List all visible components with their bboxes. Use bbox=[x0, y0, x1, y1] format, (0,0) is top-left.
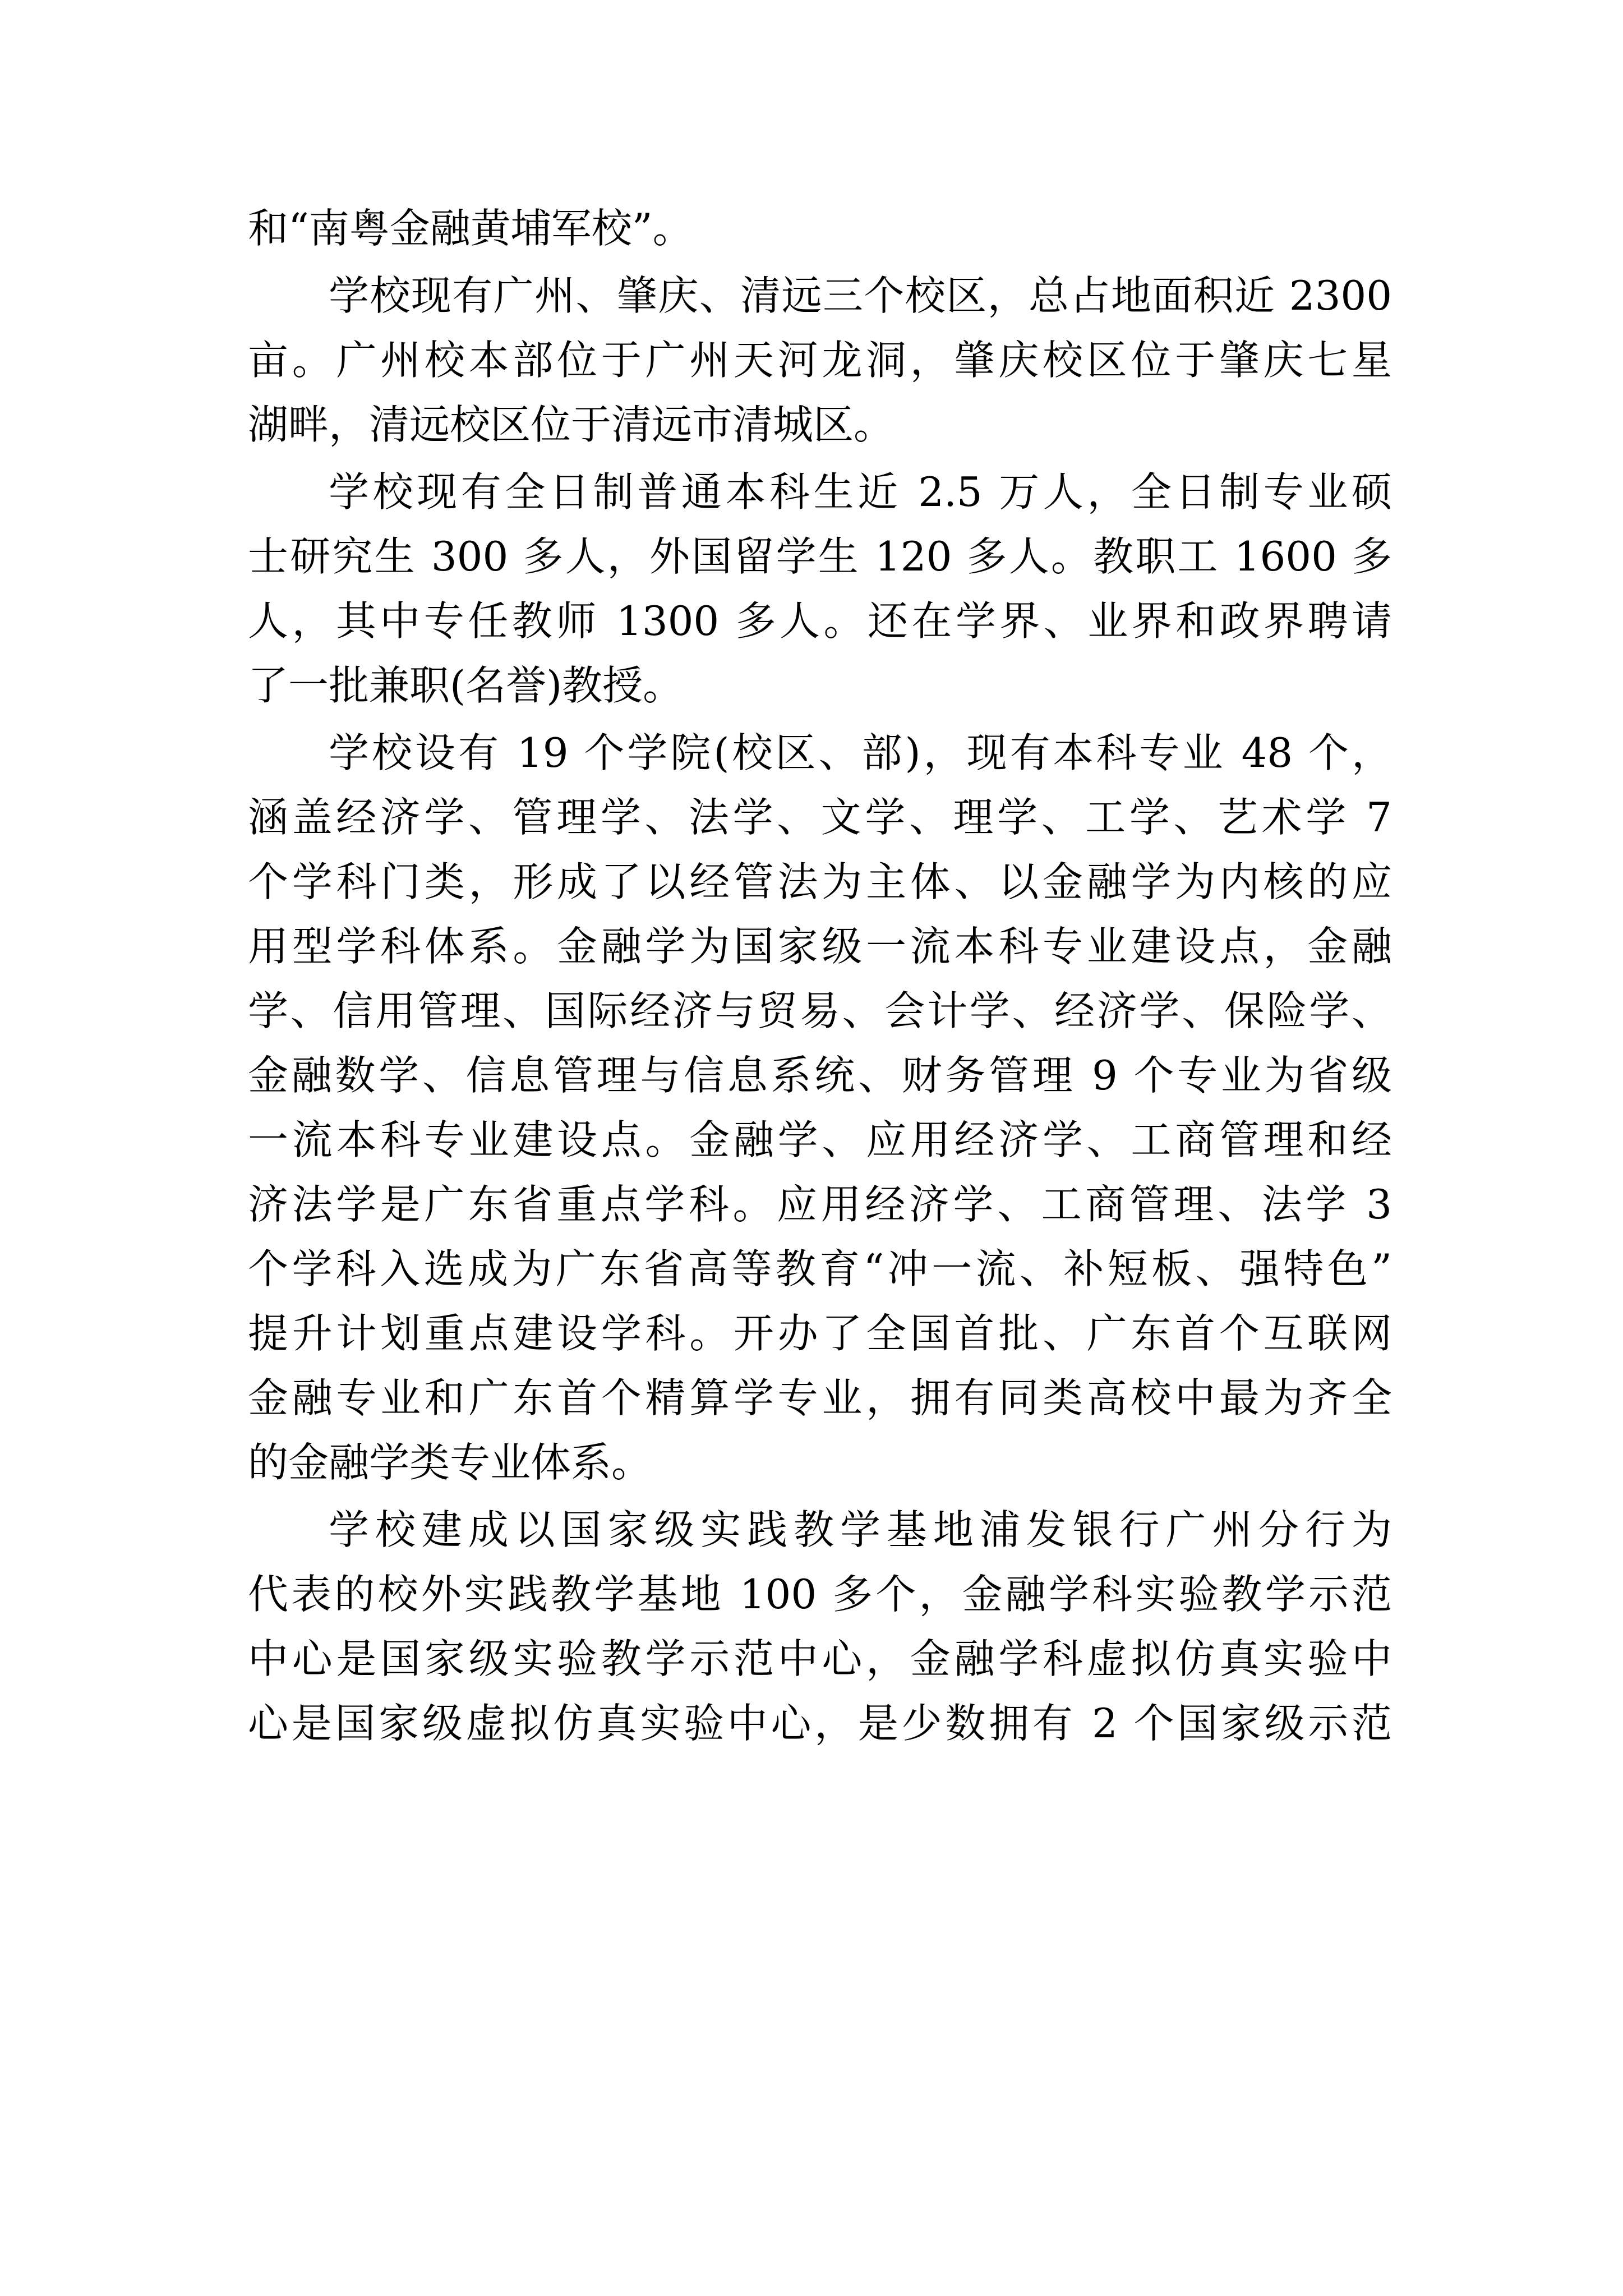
paragraph bbox=[248, 721, 1392, 1495]
paragraph bbox=[248, 196, 1392, 261]
paragraph bbox=[248, 264, 1392, 457]
text-line: 提升计划重点建设学科。开办了全国首批、广东首个互联网 bbox=[248, 1310, 1392, 1357]
paragraph bbox=[248, 1498, 1392, 1756]
document-body bbox=[248, 196, 1392, 1759]
text-line: 学校建成以国家级实践教学基地浦发银行广州分行为 bbox=[329, 1506, 1392, 1553]
text-line: 个学科入选成为广东省高等教育“冲一流、补短板、强特色” bbox=[248, 1245, 1392, 1292]
text-line: 涵盖经济学、管理学、法学、文学、理学、工学、艺术学 7 bbox=[248, 794, 1392, 841]
text-line: 心是国家级虚拟仿真实验中心，是少数拥有 2 个国家级示范 bbox=[248, 1700, 1392, 1747]
text-line: 学校现有全日制普通本科生近 2.5 万人，全日制专业硕 bbox=[329, 468, 1392, 516]
text-line: 和“南粤金融黄埔军校”。 bbox=[248, 205, 693, 252]
text-line: 了一批兼职(名誉)教授。 bbox=[248, 662, 684, 709]
text-line: 中心是国家级实验教学示范中心，金融学科虚拟仿真实验中 bbox=[248, 1635, 1392, 1682]
text-line: 一流本科专业建设点。金融学、应用经济学、工商管理和经 bbox=[248, 1116, 1392, 1163]
text-line: 人，其中专任教师 1300 多人。还在学界、业界和政界聘请 bbox=[248, 597, 1392, 645]
paragraph bbox=[248, 460, 1392, 718]
text-line: 代表的校外实践教学基地 100 多个，金融学科实验教学示范 bbox=[248, 1571, 1392, 1618]
text-line: 金融数学、信息管理与信息系统、财务管理 9 个专业为省级 bbox=[248, 1052, 1392, 1099]
text-line: 个学科门类，形成了以经管法为主体、以金融学为内核的应 bbox=[248, 858, 1392, 905]
text-line: 学校设有 19 个学院(校区、部)，现有本科专业 48 个， bbox=[329, 729, 1392, 776]
text-line: 学、信用管理、国际经济与贸易、会计学、经济学、保险学、 bbox=[248, 987, 1392, 1034]
text-line: 湖畔，清远校区位于清远市清城区。 bbox=[248, 401, 895, 448]
text-line: 济法学是广东省重点学科。应用经济学、工商管理、法学 3 bbox=[248, 1181, 1392, 1228]
text-line: 学校现有广州、肇庆、清远三个校区，总占地面积近 2300 bbox=[329, 272, 1392, 319]
text-line: 亩。广州校本部位于广州天河龙洞，肇庆校区位于肇庆七星 bbox=[248, 337, 1392, 384]
text-line: 用型学科体系。金融学为国家级一流本科专业建设点，金融 bbox=[248, 923, 1392, 970]
text-line: 的金融学类专业体系。 bbox=[248, 1439, 652, 1486]
text-line: 金融专业和广东首个精算学专业，拥有同类高校中最为齐全 bbox=[248, 1374, 1392, 1421]
text-line: 士研究生 300 多人，外国留学生 120 多人。教职工 1600 多 bbox=[248, 533, 1392, 580]
